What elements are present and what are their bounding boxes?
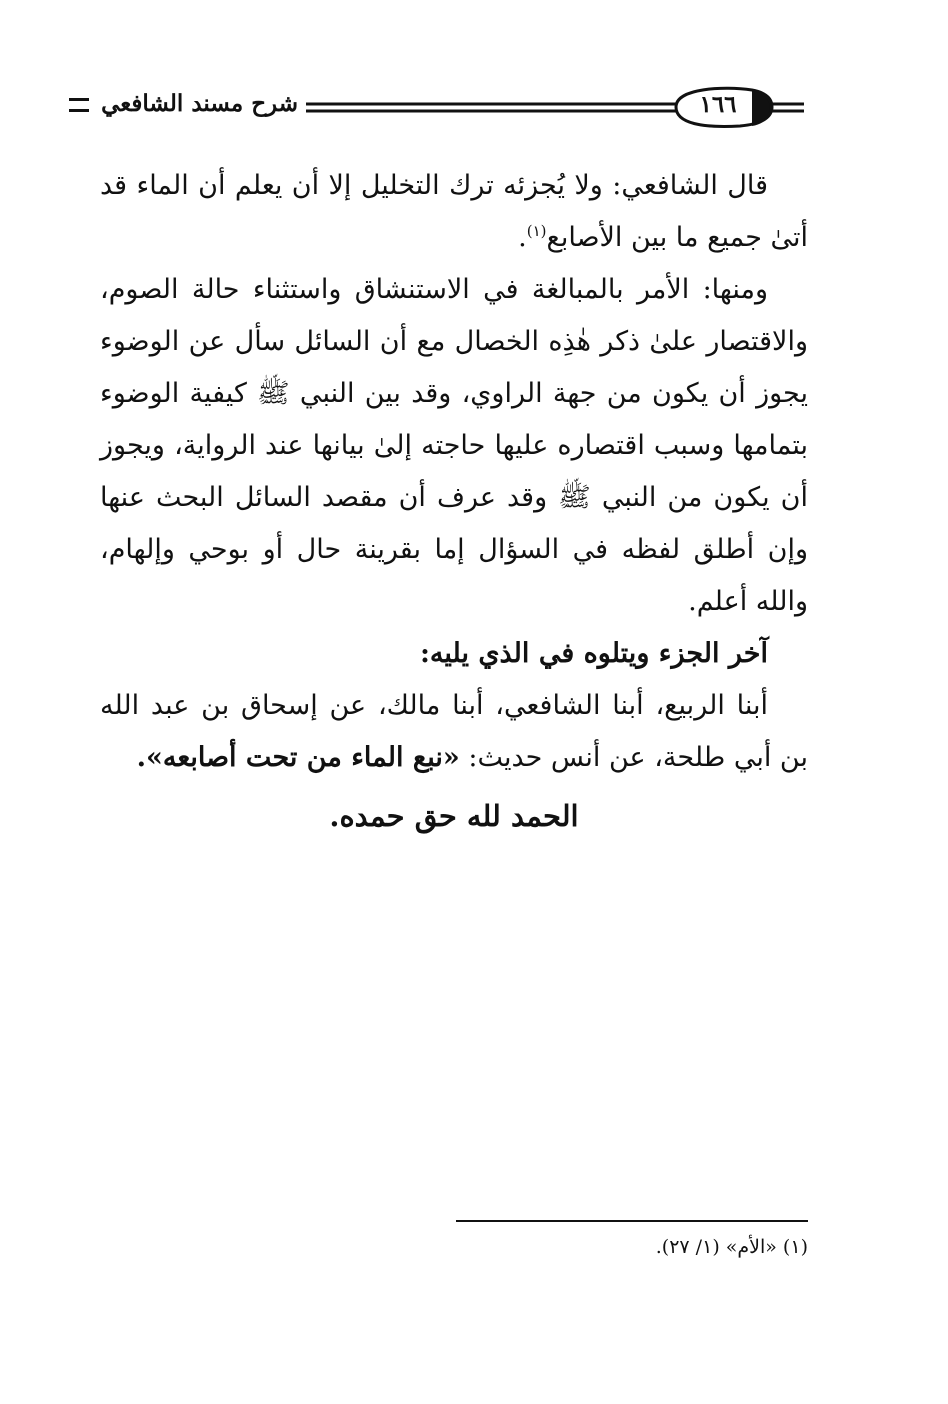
footnote-separator (456, 1220, 808, 1222)
page-header (101, 82, 804, 132)
paragraph-1-end: . (518, 222, 527, 253)
paragraph-2: ومنها: الأمر بالمبالغة في الاستنشاق واستثناء حالة الصوم، والاقتصار علىٰ ذكر هٰذِه الخصال مع أن السائل سأل عن الوضوء يجوز أن يكون من جهة الراوي، وقد بين النبي ﷺ كيفية الوضوء بتمامها وسبب اقتصاره عليها حاجته إلىٰ بيانها عند الرواية، ويجوز أن يكون من النبي ﷺ وقد عرف أن مقصد السائل البحث عنها وإن أطلق لفظه في السؤال إما بقرينة حال أو بوحي وإلهام، والله أعلم. (100, 274, 808, 617)
hadith-quote: «نبع الماء من تحت أصابعه» (145, 742, 460, 773)
footnote-1: (١) «الأم» (١/ ٢٧). (655, 1236, 808, 1258)
paragraph-3-text: أبنا الربيع، أبنا الشافعي، أبنا مالك، عن إسحاق بن عبد الله بن أبي طلحة، عن أنس حديث: (100, 690, 808, 773)
main-text (100, 160, 808, 842)
running-title (101, 90, 298, 117)
running-title-text: شرح مسند الشافعي (101, 90, 298, 117)
title-dash-mark (69, 98, 89, 112)
paragraph-1-text: قال الشافعي: ولا يُجزئه ترك التخليل إلا أن يعلم أن الماء قد أتىٰ جميع ما بين الأصابع (100, 170, 808, 253)
page-number: ١٦٦ (699, 91, 737, 118)
paragraph-1 (100, 160, 808, 264)
closing-line: الحمد لله حق حمده. (329, 799, 579, 833)
paragraph-3 (100, 680, 808, 784)
footnote-reference[interactable]: (١) (526, 222, 547, 240)
paragraph-3-end: . (136, 742, 146, 773)
section-heading: آخر الجزء ويتلوه في الذي يليه: (419, 638, 768, 669)
